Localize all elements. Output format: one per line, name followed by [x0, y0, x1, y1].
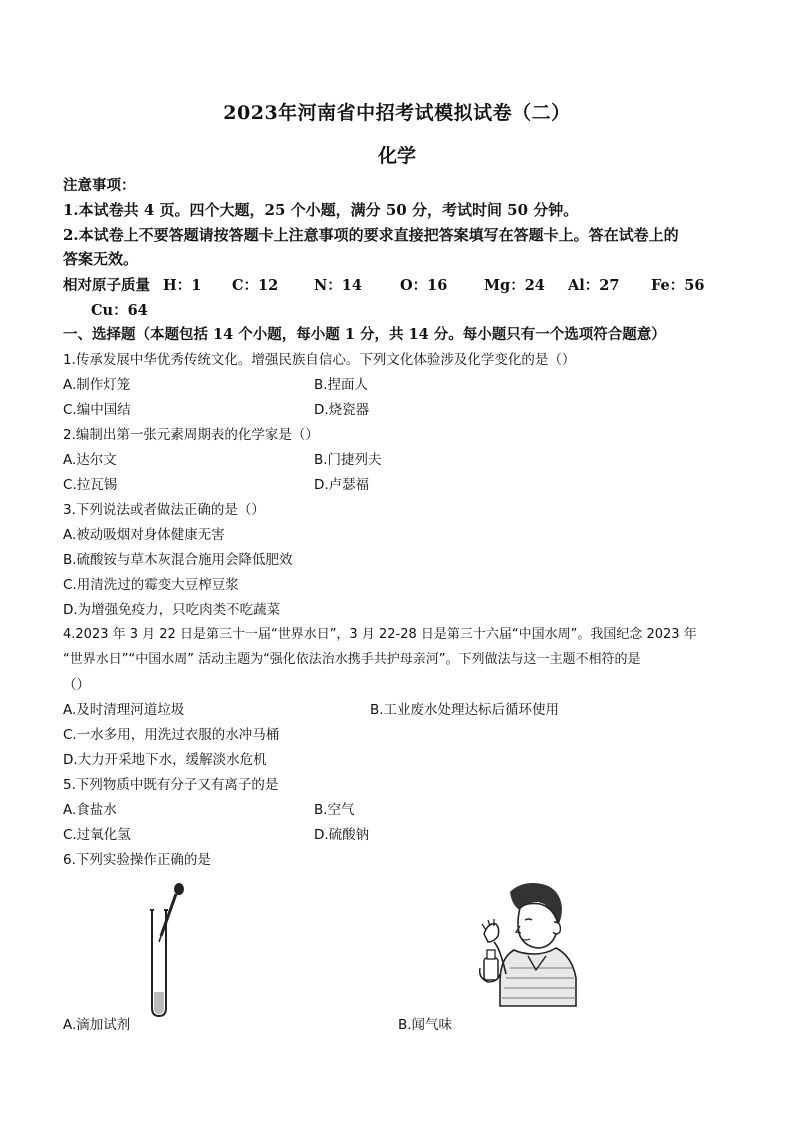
atomic-mass-n: N：14	[314, 277, 362, 294]
question-6-option-b: B.闻气味	[398, 1017, 453, 1033]
person-smelling-bottle-icon	[470, 878, 580, 1008]
question-3-option-d: D.为增强免疫力，只吃肉类不吃蔬菜	[63, 602, 281, 618]
question-1-option-a: A.制作灯笼	[63, 377, 131, 393]
question-1-option-c: C.编中国结	[63, 402, 131, 418]
dropper-test-tube-icon	[145, 880, 195, 1020]
question-2-stem: 2.编制出第一张元素周期表的化学家是（）	[63, 427, 319, 443]
atomic-mass-h: H：1	[163, 277, 202, 294]
question-4-option-c: C.一水多用，用洗过衣服的水冲马桶	[63, 727, 280, 743]
question-2-option-b: B.门捷列夫	[314, 452, 382, 468]
question-5-option-b: B.空气	[314, 802, 355, 818]
question-5-option-c: C.过氧化氢	[63, 827, 131, 843]
question-2-option-a: A.达尔文	[63, 452, 117, 468]
notice-heading: 注意事项：	[63, 177, 136, 194]
exam-title: 2023年河南省中招考试模拟试卷（二）	[223, 102, 571, 124]
question-4-stem-line3: （）	[63, 677, 90, 693]
atomic-mass-fe: Fe：56	[651, 277, 705, 294]
section-heading: 一、选择题（本题包括 14 个小题，每小题 1 分，共 14 分。每小题只有一个选项符合题意）	[63, 326, 666, 343]
question-4-option-d: D.大力开采地下水，缓解淡水危机	[63, 752, 267, 768]
notice-item-2-line1: 2.本试卷上不要答题请按答题卡上注意事项的要求直接把答案填写在答题卡上。答在试卷上的	[63, 226, 679, 244]
notice-item-1: 1.本试卷共 4 页。四个大题，25 个小题，满分 50 分，考试时间 50 分钟。	[63, 201, 579, 219]
question-6-stem: 6.下列实验操作正确的是	[63, 852, 211, 868]
question-5-option-a: A.食盐水	[63, 802, 117, 818]
question-5-stem: 5.下列物质中既有分子又有离子的是	[63, 777, 279, 793]
question-4-option-b: B.工业废水处理达标后循环使用	[370, 702, 560, 718]
question-3-option-b: B.硫酸铵与草木灰混合施用会降低肥效	[63, 552, 293, 568]
question-2-option-d: D.卢瑟福	[314, 477, 370, 493]
question-3-stem: 3.下列说法或者做法正确的是（）	[63, 502, 265, 518]
subject-title: 化学	[377, 145, 416, 167]
question-1-stem: 1.传承发展中华优秀传统文化。增强民族自信心。下列文化体验涉及化学变化的是（）	[63, 352, 576, 368]
question-5-option-d: D.硫酸钠	[314, 827, 370, 843]
notice-item-2-line2: 答案无效。	[63, 250, 139, 268]
question-4-stem-line2: “世界水日”“中国水周” 活动主题为“强化依法治水携手共护母亲河”。下列做法与这一主题不相符的是	[63, 652, 641, 667]
question-1-option-b: B.捏面人	[314, 377, 369, 393]
question-2-option-c: C.拉瓦锡	[63, 477, 118, 493]
atomic-mass-label: 相对原子质量	[63, 277, 150, 294]
atomic-mass-cu: Cu：64	[91, 302, 148, 319]
question-4-stem-line1: 4.2023 年 3 月 22 日是第三十一届“世界水日”，3 月 22-28 日是第三十六届“中国水周”。我国纪念 2023 年	[63, 627, 697, 642]
question-1-option-d: D.烧瓷器	[314, 402, 370, 418]
question-3-option-c: C.用清洗过的霉变大豆榨豆浆	[63, 577, 239, 593]
question-3-option-a: A.被动吸烟对身体健康无害	[63, 527, 225, 543]
atomic-mass-al: Al：27	[568, 277, 620, 294]
atomic-mass-o: O：16	[400, 277, 448, 294]
atomic-mass-mg: Mg：24	[484, 277, 545, 294]
atomic-mass-c: C：12	[232, 277, 279, 294]
question-4-option-a: A.及时清理河道垃圾	[63, 702, 185, 718]
question-6-option-a: A.滴加试剂	[63, 1017, 131, 1033]
